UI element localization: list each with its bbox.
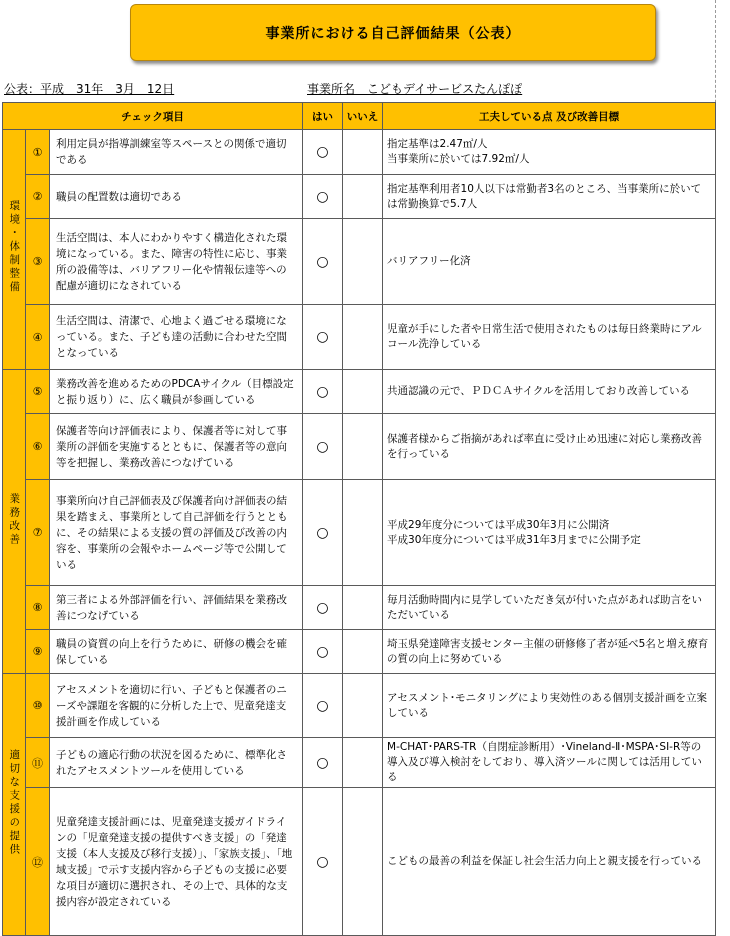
no-mark <box>343 788 383 936</box>
row-number: ④ <box>26 305 50 370</box>
table-row <box>3 738 716 788</box>
remark: 指定基準利用者10人以下は常勤者3名のところ、当事業所に於いては常勤換算で5.7人 <box>383 175 716 219</box>
remark: 保護者様からご指摘があれば率直に受け止め迅速に対応し業務改善を行っている <box>383 414 716 480</box>
yes-mark: ○ <box>303 414 343 480</box>
yes-mark: ○ <box>303 305 343 370</box>
check-item: 職員の資質の向上を行うために、研修の機会を確保している <box>50 630 303 674</box>
check-item: 生活空間は、本人にわかりやすく構造化された環境になっている。また、障害の特性に応じ、事業所の設備等は、バリアフリー化や情報伝達等への配慮が適切になされている <box>50 219 303 305</box>
row-number: ⑫ <box>26 788 50 936</box>
no-mark <box>343 370 383 414</box>
remark: M-CHAT･PARS-TR（自閉症診断用）･Vineland-Ⅱ･MSPA･SI-R等の導入及び導入検討をしており、導入済ツールに関しては活用している <box>383 738 716 788</box>
check-item: 業務改善を進めるためのPDCAサイクル（目標設定と振り返り）に、広く職員が参画している <box>50 370 303 414</box>
no-mark <box>343 219 383 305</box>
yes-mark: ○ <box>303 674 343 738</box>
check-item: アセスメントを適切に行い、子どもと保護者のニーズや課題を客観的に分析した上で、児童発達支援計画を作成している <box>50 674 303 738</box>
table-row <box>3 219 716 305</box>
table-row <box>3 788 716 936</box>
check-item: 利用定員が指導訓練室等スペースとの関係で適切である <box>50 130 303 175</box>
no-mark <box>343 630 383 674</box>
remark: こどもの最善の利益を保証し社会生活力向上と親支援を行っている <box>383 788 716 936</box>
row-number: ⑨ <box>26 630 50 674</box>
row-number: ⑧ <box>26 586 50 630</box>
publication-date: 公表：平成 31年 3月 12日 <box>4 82 175 96</box>
yes-mark: ○ <box>303 130 343 175</box>
yes-mark: ○ <box>303 788 343 936</box>
table-row <box>3 480 716 586</box>
remark: 児童が手にした者や日常生活で使用されたものは毎日終業時にアルコール洗浄している <box>383 305 716 370</box>
yes-mark: ○ <box>303 219 343 305</box>
header-remarks: 工夫している点 及び改善目標 <box>383 103 716 130</box>
no-mark <box>343 738 383 788</box>
row-number: ⑩ <box>26 674 50 738</box>
remark: 毎月活動時間内に見学していただき気が付いた点があれば助言をいただいている <box>383 586 716 630</box>
row-number: ① <box>26 130 50 175</box>
row-number: ⑥ <box>26 414 50 480</box>
no-mark <box>343 414 383 480</box>
table-row <box>3 370 716 414</box>
header-yes: はい <box>303 103 343 130</box>
yes-mark: ○ <box>303 738 343 788</box>
remark: アセスメント･モニタリングにより実効性のある個別支援計画を立案している <box>383 674 716 738</box>
table-row <box>3 175 716 219</box>
no-mark <box>343 674 383 738</box>
section-environment: 環境・体制整備 <box>3 130 26 370</box>
check-item: 職員の配置数は適切である <box>50 175 303 219</box>
remark: 共通認識の元で、ＰＤＣＡサイクルを活用しており改善している <box>383 370 716 414</box>
row-number: ⑪ <box>26 738 50 788</box>
check-item: 事業所向け自己評価表及び保護者向け評価表の結果を踏まえ、事業所として自己評価を行うとともに、その結果による支援の質の評価及び改善の内容を、事業所の会報やホームページ等で公開している <box>50 480 303 586</box>
remark: 平成29年度分については平成30年3月に公開済 平成30年度分については平成31年3月までに公開予定 <box>383 480 716 586</box>
yes-mark: ○ <box>303 586 343 630</box>
check-item: 児童発達支援計画には、児童発達支援ガイドラインの「児童発達支援の提供すべき支援」の「発達支援（本人支援及び移行支援）」、「家族支援」、「地域支援」で示す支援内容から子どもの支援に必要な項目が適切に選択され、その上で、具体的な支援内容が設定されている <box>50 788 303 936</box>
check-item: 生活空間は、清潔で、心地よく過ごせる環境になっている。また、子ども達の活動に合わせた空間となっている <box>50 305 303 370</box>
table-row <box>3 586 716 630</box>
yes-mark: ○ <box>303 175 343 219</box>
check-item: 第三者による外部評価を行い、評価結果を業務改善につなげている <box>50 586 303 630</box>
table-row <box>3 305 716 370</box>
row-number: ⑦ <box>26 480 50 586</box>
row-number: ② <box>26 175 50 219</box>
no-mark <box>343 305 383 370</box>
yes-mark: ○ <box>303 370 343 414</box>
section-appropriate-support: 適切な支援の提供 <box>3 674 26 936</box>
row-number: ⑤ <box>26 370 50 414</box>
header-no: いいえ <box>343 103 383 130</box>
yes-mark: ○ <box>303 630 343 674</box>
table-row <box>3 674 716 738</box>
table-header-row <box>3 103 716 130</box>
evaluation-table <box>2 102 716 936</box>
page-title: 事業所における自己評価結果（公表） <box>130 4 656 61</box>
no-mark <box>343 480 383 586</box>
yes-mark: ○ <box>303 480 343 586</box>
row-number: ③ <box>26 219 50 305</box>
office-name: 事業所名 こどもデイサービスたんぽぽ <box>307 82 523 96</box>
remark: バリアフリー化済 <box>383 219 716 305</box>
table-row <box>3 130 716 175</box>
check-item: 子どもの適応行動の状況を図るために、標準化されたアセスメントツールを使用している <box>50 738 303 788</box>
no-mark <box>343 175 383 219</box>
table-row <box>3 630 716 674</box>
section-business-improvement: 業務改善 <box>3 370 26 674</box>
header-check-items: チェック項目 <box>3 103 303 130</box>
no-mark <box>343 586 383 630</box>
table-row <box>3 414 716 480</box>
no-mark <box>343 130 383 175</box>
check-item: 保護者等向け評価表により、保護者等に対して事業所の評価を実施するとともに、保護者等の意向等を把握し、業務改善につなげている <box>50 414 303 480</box>
remark: 指定基準は2.47㎡/人 当事業所に於いては7.92㎡/人 <box>383 130 716 175</box>
remark: 埼玉県発達障害支援センター主催の研修修了者が延べ5名と増え療育の質の向上に努めている <box>383 630 716 674</box>
